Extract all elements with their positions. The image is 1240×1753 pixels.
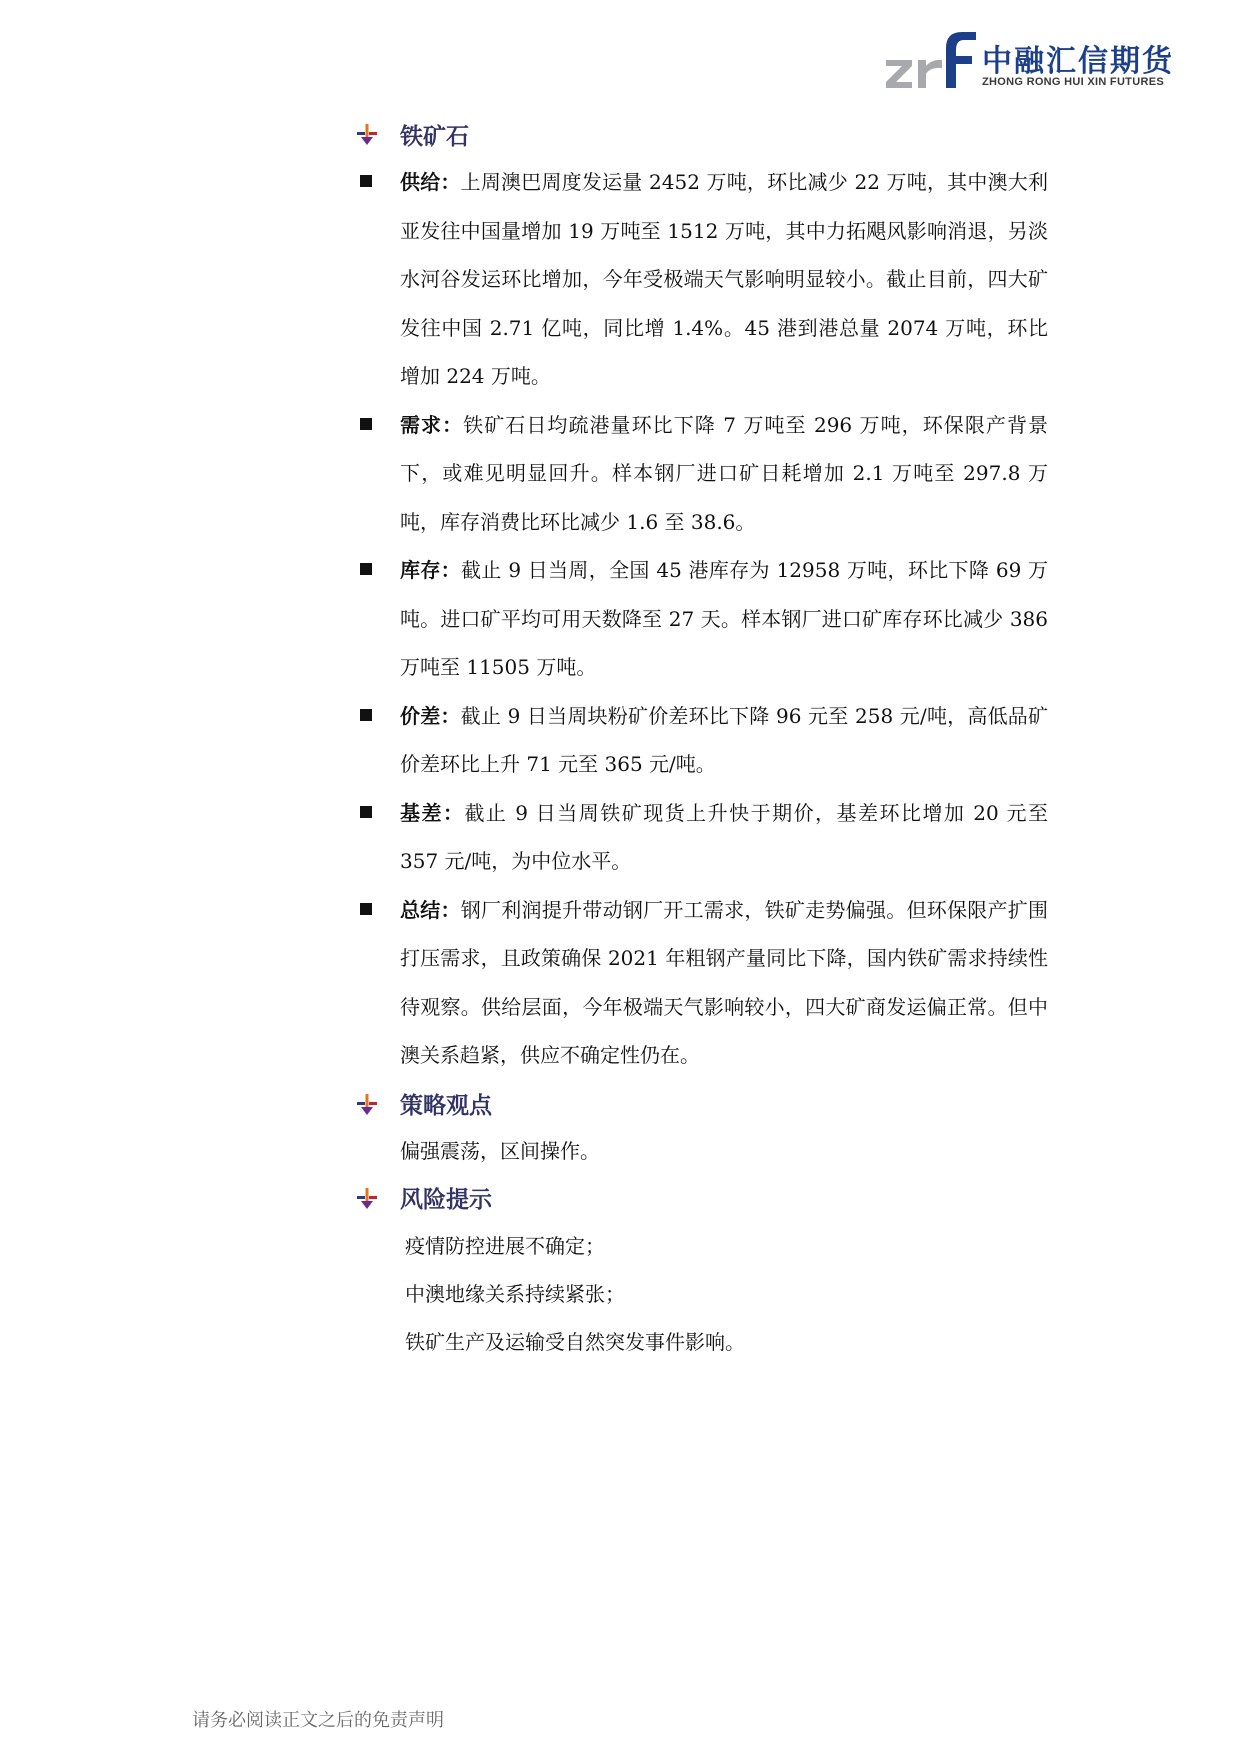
- section-risk-heading: [352, 1174, 1048, 1222]
- bullet-label: 需求：: [400, 412, 464, 437]
- down-arrow-icon: [356, 1094, 378, 1116]
- bullet-label: 供给：: [400, 170, 461, 194]
- risk-item: 中澳地缘关系持续紧张；: [405, 1281, 625, 1306]
- report-content: [352, 110, 1048, 1366]
- bullet-text: 截止 9 日当周铁矿现货上升快于期价，基差环比增加 20 元至 357 元/吨，为中位水平。: [400, 800, 1049, 873]
- bullet-basis: [352, 789, 1048, 886]
- bullet-text: 截止 9 日当周，全国 45 港库存为 12958 万吨，环比下降 69 万吨。进口矿平均可用天数降至 27 天。样本钢厂进口矿库存环比减少 386 万吨至 11505 万吨。: [400, 558, 1049, 679]
- risk-item: 疫情防控进展不确定；: [405, 1233, 605, 1258]
- square-bullet-icon: [360, 175, 372, 187]
- risk-item: 铁矿生产及运输受自然突发事件影响。: [405, 1329, 745, 1354]
- bullet-text: 铁矿石日均疏港量环比下降 7 万吨至 296 万吨，环保限产背景下，或难见明显回升。样本钢厂进口矿日耗增加 2.1 万吨至 297.8 万吨，库存消费比环比减少 1.6 至 38.6。: [400, 412, 1049, 534]
- bullet-summary: [352, 886, 1048, 1080]
- strategy-text: 偏强震荡，区间操作。: [400, 1138, 600, 1163]
- square-bullet-icon: [360, 709, 372, 721]
- square-bullet-icon: [360, 806, 372, 818]
- company-logo: [882, 26, 1182, 96]
- logo-english-name: ZHONG RONG HUI XIN FUTURES: [982, 76, 1164, 88]
- bullet-text: 截止 9 日当周块粉矿价差环比下降 96 元至 258 元/吨，高低品矿价差环比上升 71 元至 365 元/吨。: [400, 703, 1049, 776]
- section-iron-ore-heading: [352, 110, 1048, 158]
- square-bullet-icon: [360, 418, 372, 430]
- section-title: 策略观点: [400, 1093, 492, 1119]
- bullet-text: 钢厂利润提升带动钢厂开工需求，铁矿走势偏强。但环保限产扩围打压需求，且政策确保 2021 年粗钢产量同比下降，国内铁矿需求持续性待观察。供给层面，今年极端天气影响较小，四大矿商发运偏正常。但中澳关系趋紧，供应不确定性仍在。: [400, 897, 1049, 1067]
- bullet-demand: [352, 401, 1048, 547]
- bullet-label: 总结：: [400, 897, 461, 922]
- bullet-supply: [352, 158, 1048, 401]
- bullet-label: 价差：: [400, 703, 461, 728]
- square-bullet-icon: [360, 903, 372, 915]
- section-title: 铁矿石: [400, 123, 469, 150]
- bullet-spread: [352, 692, 1048, 789]
- square-bullet-icon: [360, 563, 372, 575]
- bullet-label: 库存：: [400, 558, 461, 582]
- bullet-text: 上周澳巴周度发运量 2452 万吨，环比减少 22 万吨，其中澳大利亚发往中国量增加 19 万吨至 1512 万吨，其中力拓飓风影响消退，另淡水河谷发运环比增加，今年受极端天气影响明显较小。截止目前，四大矿发往中国 2.71 亿吨，同比增 1.4%。45 港到港总量 2074 万吨，环比增加 224 万吨。: [400, 170, 1048, 388]
- bullet-inventory: [352, 546, 1048, 692]
- bullet-label: 基差：: [400, 800, 465, 825]
- section-title: 风险提示: [400, 1187, 492, 1213]
- down-arrow-icon: [356, 1188, 378, 1210]
- logo-chinese-name: 中融汇信期货: [982, 44, 1174, 79]
- footer-disclaimer: 请务必阅读正文之后的免责声明: [192, 1710, 444, 1731]
- section-strategy-heading: [352, 1080, 1048, 1128]
- down-arrow-icon: [356, 124, 378, 146]
- zrf-logo-icon: [882, 26, 978, 92]
